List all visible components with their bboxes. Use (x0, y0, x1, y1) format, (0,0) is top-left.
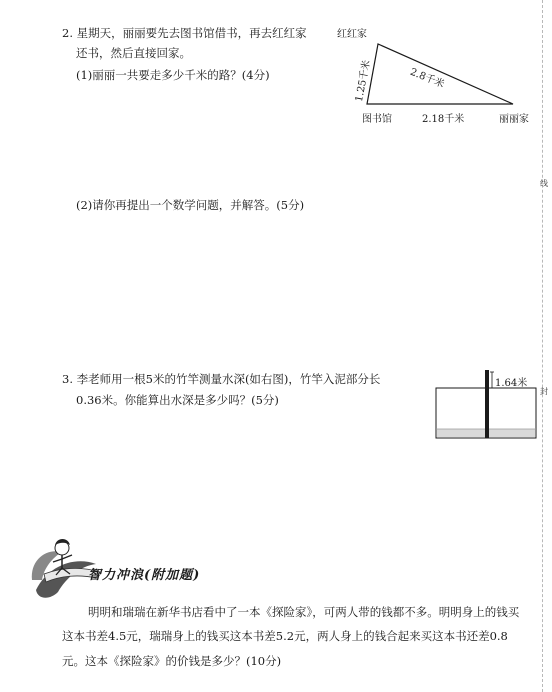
binding-char-line: 线 (540, 179, 548, 188)
q3-text-line2: 0.36米。你能算出水深是多少吗？(5分) (76, 393, 279, 407)
section-title: 智力冲浪(附加题) (88, 568, 201, 583)
q3-text-line1: 3. 李老师用一根5米的竹竿测量水深(如右图)，竹竿入泥部分长 (62, 372, 381, 386)
triangle-label-right: 丽丽家 (499, 114, 529, 125)
triangle-side-right: 2.8千米 (408, 66, 446, 91)
triangle-label-left: 图书馆 (362, 114, 392, 125)
pole-label: 1.64米 (495, 378, 528, 389)
bonus-text-line2: 这本书差4.5元，瑞瑞身上的钱买这本书差5.2元，两人身上的钱合起来买这本书还差0.8 (62, 629, 508, 643)
binding-char-seal: 封 (540, 387, 548, 396)
q2-subquestion-1: (1)丽丽一共要走多少千米的路？(4分) (76, 68, 270, 82)
bonus-text-line1: 明明和瑞瑞在新华书店看中了一本《探险家》，可两人带的钱都不多。明明身上的钱买 (88, 605, 520, 619)
triangle-side-bottom: 2.18千米 (422, 114, 465, 125)
triangle-side-left: 1.25千米 (353, 59, 373, 103)
q2-text-line2: 还书，然后直接回家。 (76, 46, 191, 60)
bonus-text-line3: 元。这本《探险家》的价钱是多少？(10分) (62, 654, 282, 668)
q2-text-line1: 2. 星期天，丽丽要先去图书馆借书，再去红红家 (62, 26, 307, 40)
q2-subquestion-2: (2)请你再提出一个数学问题，并解答。(5分) (76, 198, 305, 212)
triangle-label-top: 红红家 (337, 29, 367, 40)
